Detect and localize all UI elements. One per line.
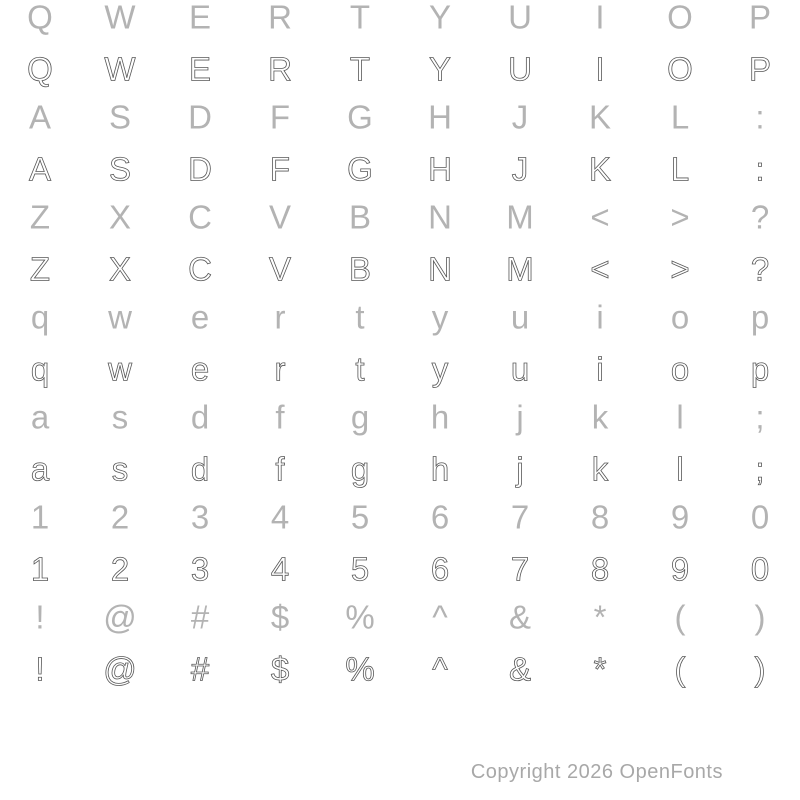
footer-copyright: Copyright 2026 OpenFonts: [470, 761, 723, 783]
glyph: Z: [29, 198, 51, 236]
glyph: o: [670, 350, 690, 388]
glyph: 4: [270, 498, 290, 536]
glyph: r: [274, 298, 286, 336]
glyph: H: [428, 150, 452, 188]
glyph: @: [103, 598, 137, 636]
glyph: U: [508, 50, 532, 88]
glyph: %: [345, 598, 375, 636]
glyph: e: [190, 298, 210, 336]
glyph: >: [670, 250, 690, 288]
glyph-row: [0, 298, 800, 336]
glyph: 7: [510, 550, 530, 588]
glyph: M: [506, 250, 534, 288]
glyph: :: [755, 150, 765, 188]
glyph: f: [275, 450, 285, 488]
glyph: :: [755, 98, 765, 136]
glyph: j: [516, 398, 524, 436]
glyph: D: [188, 98, 212, 136]
glyph: &: [508, 650, 531, 688]
glyph: L: [670, 150, 690, 188]
glyph: ): [754, 598, 766, 636]
glyph: d: [190, 398, 210, 436]
glyph: P: [748, 0, 771, 36]
glyph: $: [270, 650, 290, 688]
glyph: S: [108, 98, 131, 136]
glyph: 1: [30, 498, 50, 536]
glyph: Y: [428, 0, 451, 36]
glyph-row: [0, 98, 800, 136]
glyph: K: [588, 98, 611, 136]
glyph: ?: [750, 250, 770, 288]
glyph: 2: [110, 550, 130, 588]
glyph: *: [593, 598, 607, 636]
glyph: j: [516, 450, 524, 488]
glyph: J: [511, 98, 529, 136]
glyph: s: [111, 398, 129, 436]
glyph: M: [506, 198, 534, 236]
glyph: u: [510, 298, 530, 336]
glyph: i: [596, 350, 604, 388]
glyph: I: [595, 0, 605, 36]
glyph: y: [431, 298, 449, 336]
glyph: #: [190, 650, 210, 688]
glyph: L: [670, 98, 690, 136]
glyph: 0: [750, 498, 770, 536]
glyph: ^: [432, 598, 448, 636]
glyph: K: [588, 150, 611, 188]
glyph: S: [108, 150, 131, 188]
glyph: ^: [432, 650, 448, 688]
glyph-row: [0, 150, 800, 188]
glyph: <: [590, 198, 610, 236]
glyph: Q: [27, 50, 53, 88]
glyph-row: [0, 50, 800, 88]
glyph: ;: [755, 450, 765, 488]
glyph: V: [268, 198, 291, 236]
glyph: ;: [755, 398, 765, 436]
glyph: h: [430, 450, 450, 488]
glyph: #: [190, 598, 210, 636]
glyph: t: [355, 298, 365, 336]
glyph: p: [750, 350, 770, 388]
glyph: (: [674, 598, 686, 636]
glyph: 1: [30, 550, 50, 588]
glyph: (: [674, 650, 686, 688]
glyph: T: [349, 0, 371, 36]
glyph: h: [430, 398, 450, 436]
glyph: A: [28, 98, 51, 136]
glyph: G: [347, 98, 373, 136]
glyph: B: [348, 198, 371, 236]
glyph-row: [0, 450, 800, 488]
glyph: q: [30, 298, 50, 336]
glyph: A: [28, 150, 51, 188]
glyph: d: [190, 450, 210, 488]
glyph: $: [270, 598, 290, 636]
glyph: 3: [190, 550, 210, 588]
glyph: O: [667, 0, 693, 36]
glyph: w: [108, 298, 132, 336]
glyph-row: [0, 550, 800, 588]
glyph: ): [754, 650, 766, 688]
glyph: o: [670, 298, 690, 336]
glyph: <: [590, 250, 610, 288]
glyph: r: [274, 350, 286, 388]
glyph-row: [0, 398, 800, 436]
glyph-row: [0, 498, 800, 536]
glyph: 8: [590, 498, 610, 536]
glyph: H: [428, 98, 452, 136]
glyph: p: [750, 298, 770, 336]
glyph: g: [350, 398, 370, 436]
glyph: F: [269, 98, 291, 136]
glyph: R: [268, 0, 292, 36]
glyph-row: [0, 650, 800, 688]
glyph: e: [190, 350, 210, 388]
glyph: w: [108, 350, 132, 388]
glyph: D: [188, 150, 212, 188]
glyph: 4: [270, 550, 290, 588]
glyph: T: [349, 50, 371, 88]
glyph: !: [35, 650, 45, 688]
glyph: k: [591, 450, 609, 488]
glyph: 0: [750, 550, 770, 588]
glyph: 8: [590, 550, 610, 588]
glyph: 6: [430, 498, 450, 536]
glyph: C: [188, 250, 212, 288]
glyph: i: [596, 298, 604, 336]
glyph: F: [269, 150, 291, 188]
glyph: 9: [670, 498, 690, 536]
glyph: J: [511, 150, 529, 188]
glyph: 3: [190, 498, 210, 536]
glyph: a: [30, 398, 50, 436]
glyph: W: [104, 50, 136, 88]
glyph: q: [30, 350, 50, 388]
glyph: X: [108, 250, 131, 288]
glyph: W: [104, 0, 136, 36]
glyph: *: [593, 650, 607, 688]
glyph: 6: [430, 550, 450, 588]
glyph: &: [508, 598, 531, 636]
glyph: B: [348, 250, 371, 288]
glyph: Y: [428, 50, 451, 88]
glyph-row: [0, 250, 800, 288]
glyph: t: [355, 350, 365, 388]
glyph: y: [431, 350, 449, 388]
glyph: %: [345, 650, 375, 688]
glyph: a: [30, 450, 50, 488]
glyph: 5: [350, 550, 370, 588]
glyph: @: [103, 650, 137, 688]
glyph: 7: [510, 498, 530, 536]
glyph: U: [508, 0, 532, 36]
glyph: 5: [350, 498, 370, 536]
glyph: G: [347, 150, 373, 188]
glyph: l: [676, 450, 684, 488]
glyph: C: [188, 198, 212, 236]
glyph: 9: [670, 550, 690, 588]
glyph: E: [188, 50, 211, 88]
glyph: l: [676, 398, 684, 436]
glyph: E: [188, 0, 211, 36]
glyph: u: [510, 350, 530, 388]
glyph: N: [428, 250, 452, 288]
glyph: !: [35, 598, 45, 636]
glyph: I: [595, 50, 605, 88]
glyph: g: [350, 450, 370, 488]
glyph: N: [428, 198, 452, 236]
glyph-row: [0, 198, 800, 236]
glyph: s: [111, 450, 129, 488]
glyph: Z: [29, 250, 51, 288]
glyph: ?: [750, 198, 770, 236]
glyph-row: [0, 598, 800, 636]
glyph: R: [268, 50, 292, 88]
glyph-row: [0, 1, 800, 34]
glyph: f: [275, 398, 285, 436]
glyph: X: [108, 198, 131, 236]
glyph: 2: [110, 498, 130, 536]
glyph: Q: [27, 0, 53, 36]
glyph: P: [748, 50, 771, 88]
glyph: k: [591, 398, 609, 436]
glyph: V: [268, 250, 291, 288]
glyph: >: [670, 198, 690, 236]
glyph: O: [667, 50, 693, 88]
glyph-row: [0, 350, 800, 388]
